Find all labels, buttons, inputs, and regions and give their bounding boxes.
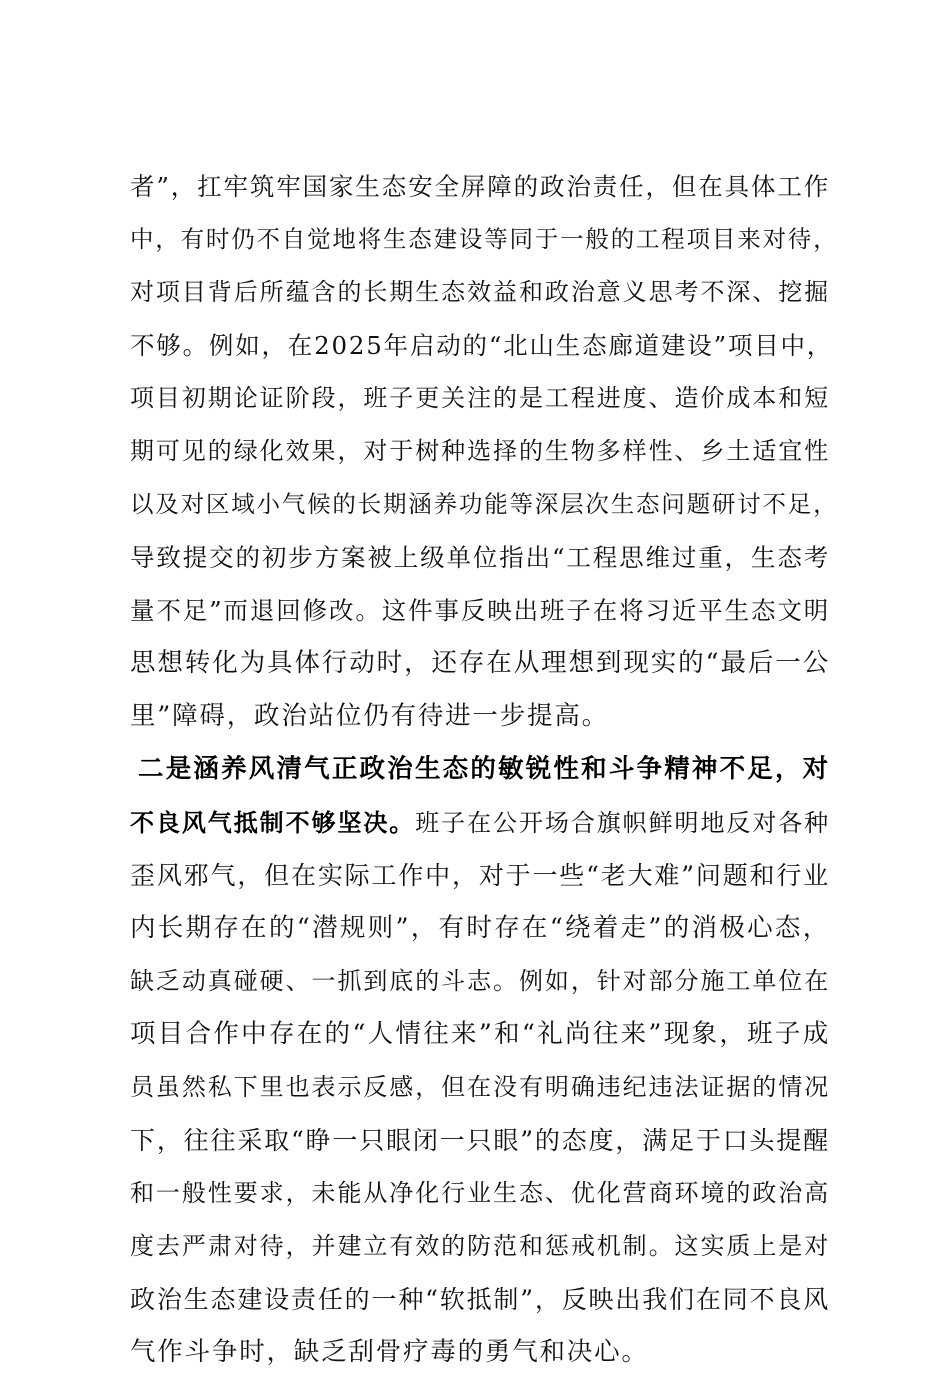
paragraph-1-line: 量不足”而退回修改。这件事反映出班子在将习近平生态文明 — [130, 596, 830, 625]
paragraph-2-line: 歪风邪气，但在实际工作中，对于一些“老大难”问题和行业 — [130, 861, 830, 890]
paragraph-2-line: 内长期存在的“潜规则”，有时存在“绕着走”的消极心态， — [130, 913, 830, 943]
paragraph-1-line: 导致提交的初步方案被上级单位指出“工程思维过重，生态考 — [130, 543, 830, 572]
paragraph-1-line: 以及对区域小气候的长期涵养功能等深层次生态问题研讨不足， — [130, 490, 839, 518]
paragraph-2-heading-end: 不良风气抵制不够坚决。 — [130, 808, 416, 837]
paragraph-2-line: 和一般性要求，未能从净化行业生态、优化营商环境的政治高 — [130, 1179, 830, 1207]
paragraph-1-line: 者”，扛牢筑牢国家生态安全屏障的政治责任，但在具体工作 — [130, 172, 830, 201]
paragraph-1-line: 中，有时仍不自觉地将生态建设等同于一般的工程项目来对待， — [130, 225, 839, 253]
paragraph-2-line: 政治生态建设责任的一种“软抵制”，反映出我们在同不良风 — [130, 1285, 830, 1314]
paragraph-1-line: 对项目背后所蕴含的长期生态效益和政治意义思考不深、挖掘 — [130, 278, 830, 306]
paragraph-2-line: 缺乏动真碰硬、一抓到底的斗志。例如，针对部分施工单位在 — [130, 967, 830, 995]
paragraph-2-body-start: 班子在公开场合旗帜鲜明地反对各种 — [415, 809, 830, 837]
paragraph-1-line: 思想转化为具体行动时，还存在从理想到现实的“最后一公 — [130, 648, 830, 678]
paragraph-2-heading-continuation — [130, 796, 830, 849]
document-body — [130, 160, 839, 1379]
paragraph-2-line: 度去严肃对待，并建立有效的防范和惩戒机制。这实质上是对 — [130, 1232, 830, 1260]
paragraph-2-line: 下，往往采取“睁一只眼闭一只眼”的态度，满足于口头提醒 — [130, 1126, 830, 1155]
paragraph-1-line: 里”障碍，政治站位仍有待进一步提高。 — [130, 701, 609, 731]
paragraph-1-line: 项目初期论证阶段，班子更关注的是工程进度、造价成本和短 — [130, 384, 830, 412]
paragraph-2-heading: 二是涵养风清气正政治生态的敏锐性和斗争精神不足，对 — [138, 754, 830, 784]
paragraph-1-line: 不够。例如，在2025年启动的“北山生态廊道建设”项目中， — [130, 331, 834, 360]
paragraph-1 — [130, 160, 839, 743]
paragraph-1-line: 期可见的绿化效果，对于树种选择的生物多样性、乡土适宜性 — [130, 437, 830, 465]
paragraph-2-line: 气作斗争时，缺乏刮骨疗毒的勇气和决心。 — [130, 1337, 649, 1367]
paragraph-2 — [130, 743, 830, 1379]
paragraph-2-line: 项目合作中存在的“人情往来”和“礼尚往来”现象，班子成 — [130, 1019, 830, 1049]
paragraph-2-line: 员虽然私下里也表示反感，但在没有明确违纪违法证据的情况 — [130, 1073, 830, 1101]
